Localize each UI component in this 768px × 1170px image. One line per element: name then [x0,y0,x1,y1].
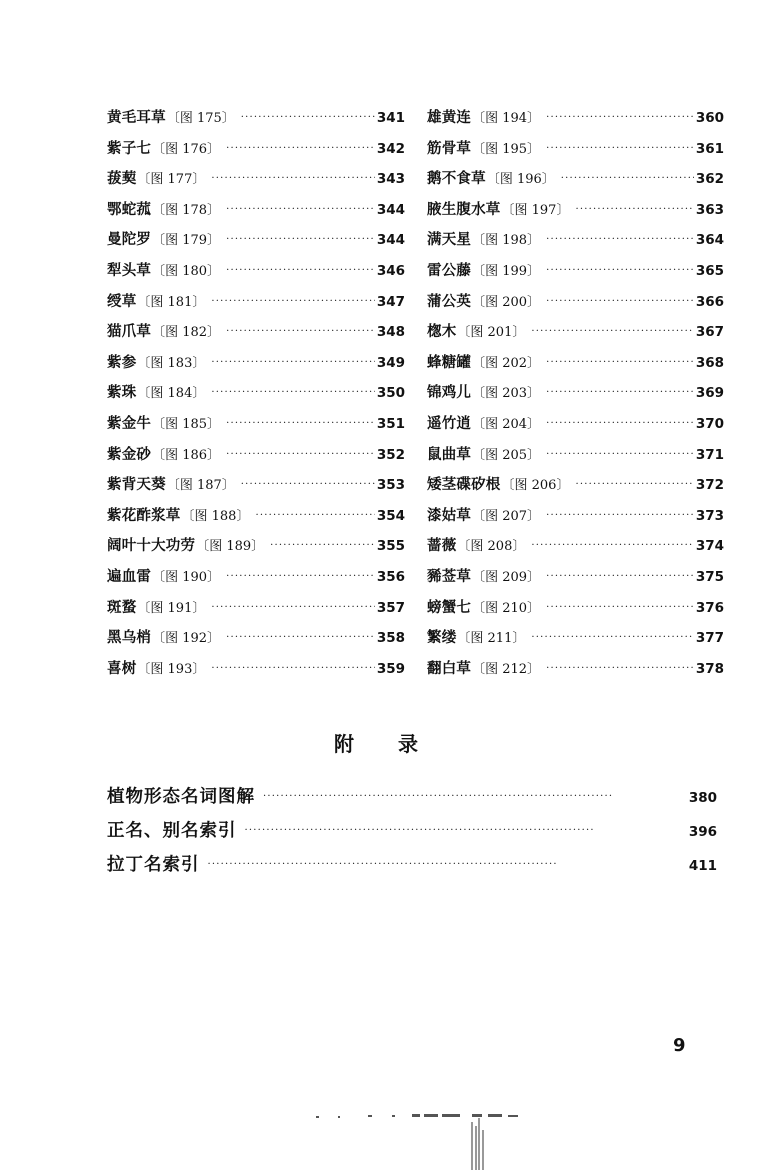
entry-page-number: 342 [376,140,405,157]
entry-page-number: 344 [376,201,405,218]
entry-figure-ref: 〔图 181〕 [137,294,206,310]
toc-entry [107,351,405,382]
entry-page-number: 396 [688,824,717,840]
entry-name: 腋生腹水草 [427,200,501,218]
entry-name: 雄黄连 [427,109,472,126]
entry-figure-ref: 〔图 186〕 [152,447,221,463]
entry-name: 螃蟹七 [427,598,472,616]
entry-figure-ref: 〔图 195〕 [472,141,541,157]
toc-entry [107,228,405,259]
dot-leader [575,204,693,215]
toc-entry [427,504,724,535]
entry-page-number: 344 [376,232,405,249]
dot-leader [211,663,374,674]
entry-figure-ref: 〔图 182〕 [152,325,221,341]
dot-leader [263,791,687,802]
toc-entry [427,167,724,198]
dot-leader [546,602,694,613]
dot-leader [546,510,694,521]
entry-name: 植物形态名词图解 [107,787,255,807]
entry-figure-ref: 〔图 187〕 [166,478,235,494]
entry-figure-ref: 〔图 199〕 [472,263,541,279]
entry-name: 黑乌梢 [107,629,152,647]
entry-page-number: 377 [695,630,724,647]
entry-page-number: 343 [376,171,405,188]
entry-name: 漆姑草 [427,506,472,524]
entry-figure-ref: 〔图 201〕 [457,325,526,341]
entry-page-number: 354 [376,507,405,524]
toc-entry [107,596,405,627]
entry-name: 犁头草 [107,261,152,279]
entry-figure-ref: 〔图 208〕 [457,539,526,555]
entry-figure-ref: 〔图 200〕 [472,294,541,310]
dot-leader [546,143,694,154]
dot-leader [211,387,374,398]
entry-page-number: 372 [695,477,724,494]
toc-entry [427,228,724,259]
entry-figure-ref: 〔图 207〕 [472,508,541,524]
entry-figure-ref: 〔图 206〕 [501,478,570,494]
entry-name: 楤木 [427,323,457,341]
toc-entry [107,443,405,474]
entry-name: 拉丁名索引 [107,855,200,875]
entry-name: 紫花酢浆草 [107,506,181,524]
entry-name: 紫背天葵 [107,476,166,494]
entry-figure-ref: 〔图 205〕 [472,447,541,463]
entry-page-number: 350 [376,385,405,402]
dot-leader [226,143,375,154]
dot-leader [546,265,694,276]
entry-figure-ref: 〔图 209〕 [472,569,541,585]
dot-leader [531,326,693,337]
toc-entry [107,259,405,290]
entry-page-number: 357 [376,599,405,616]
entry-name: 猫爪草 [107,323,152,341]
dot-leader [546,418,694,429]
toc-entry [107,106,405,137]
entry-page-number: 346 [376,262,405,279]
toc-entry [427,290,724,321]
toc-entry [107,290,405,321]
dot-leader [546,449,694,460]
entry-figure-ref: 〔图 211〕 [457,631,526,647]
dot-leader [241,112,375,123]
entry-figure-ref: 〔图 196〕 [486,172,555,188]
entry-page-number: 361 [695,140,724,157]
dot-leader [255,510,374,521]
entry-page-number: 411 [688,858,717,874]
entry-figure-ref: 〔图 198〕 [472,233,541,249]
toc-entry [427,473,724,504]
entry-name: 紫子七 [107,139,152,157]
dot-leader [245,825,687,836]
toc-entry [427,137,724,168]
dot-leader [531,540,693,551]
dot-leader [226,234,375,245]
dot-leader [241,479,375,490]
entry-page-number: 367 [695,324,724,341]
entry-figure-ref: 〔图 185〕 [152,416,221,432]
entry-page-number: 376 [695,599,724,616]
entry-page-number: 358 [376,630,405,647]
entry-name: 翻白草 [427,659,472,677]
entry-name: 筋骨草 [427,139,472,157]
entry-figure-ref: 〔图 177〕 [137,172,206,188]
toc-entry [107,657,405,688]
entry-figure-ref: 〔图 191〕 [137,600,206,616]
entry-page-number: 366 [695,293,724,310]
entry-name: 鄂蛇菰 [107,200,152,218]
toc-entry [427,320,724,351]
entry-page-number: 348 [376,324,405,341]
dot-leader [211,173,374,184]
toc-entry [427,626,724,657]
entry-page-number: 370 [695,415,724,432]
entry-page-number: 341 [376,110,405,126]
toc-entry [107,817,717,851]
entry-figure-ref: 〔图 189〕 [196,539,265,555]
dot-leader [211,357,374,368]
appendix-heading: 附录 [334,732,462,756]
entry-figure-ref: 〔图 203〕 [472,386,541,402]
dot-leader [531,632,693,643]
entry-page-number: 352 [376,446,405,463]
entry-figure-ref: 〔图 212〕 [472,661,541,677]
entry-page-number: 364 [695,232,724,249]
toc-entry [107,137,405,168]
entry-figure-ref: 〔图 179〕 [152,233,221,249]
entry-page-number: 371 [695,446,724,463]
entry-figure-ref: 〔图 202〕 [472,355,541,371]
toc-entry [427,657,724,688]
dot-leader [211,602,374,613]
dot-leader [226,449,375,460]
toc-entry [107,320,405,351]
entry-name: 蒲公英 [427,292,472,310]
entry-name: 曼陀罗 [107,231,152,249]
dot-leader [226,204,375,215]
entry-figure-ref: 〔图 175〕 [166,111,235,126]
dot-leader [546,387,694,398]
toc-entry [427,381,724,412]
entry-name: 遍血雷 [107,567,152,585]
entry-page-number: 365 [695,262,724,279]
toc-right-column [427,106,724,687]
dot-leader [226,571,375,582]
dot-leader [226,632,375,643]
entry-name: 蜂糖罐 [427,353,472,371]
dot-leader [546,357,694,368]
toc-entry [107,534,405,565]
entry-name: 矮茎碟矽根 [427,476,501,494]
entry-figure-ref: 〔图 197〕 [501,202,570,218]
dot-leader [546,112,694,123]
page-number: 9 [673,1035,686,1056]
entry-name: 喜树 [107,659,137,677]
entry-figure-ref: 〔图 184〕 [137,386,206,402]
entry-name: 紫金砂 [107,445,152,463]
dot-leader [546,663,694,674]
entry-page-number: 347 [376,293,405,310]
dot-leader [575,479,693,490]
entry-name: 遥竹逍 [427,414,472,432]
toc-entry [427,198,724,229]
scan-artifact [312,1112,572,1170]
entry-page-number: 356 [376,568,405,585]
entry-name: 阔叶十大功劳 [107,537,196,555]
toc-entry [427,412,724,443]
entry-figure-ref: 〔图 192〕 [152,631,221,647]
entry-name: 鹅不食草 [427,170,486,188]
entry-page-number: 349 [376,354,405,371]
entry-page-number: 360 [695,110,724,126]
entry-figure-ref: 〔图 183〕 [137,355,206,371]
entry-name: 锦鸡儿 [427,384,472,402]
entry-name: 紫金牛 [107,414,152,432]
toc-entry [107,198,405,229]
toc-entry [427,565,724,596]
dot-leader [546,234,694,245]
entry-name: 正名、别名索引 [107,821,237,841]
toc-entry [107,167,405,198]
entry-page-number: 351 [376,415,405,432]
entry-page-number: 355 [376,538,405,555]
dot-leader [270,540,375,551]
entry-figure-ref: 〔图 180〕 [152,263,221,279]
appendix-list [107,783,717,885]
entry-figure-ref: 〔图 178〕 [152,202,221,218]
entry-name: 蔷薇 [427,537,457,555]
entry-page-number: 359 [376,660,405,677]
dot-leader [208,859,687,870]
entry-page-number: 363 [695,201,724,218]
entry-page-number: 380 [688,790,717,806]
entry-name: 鼠曲草 [427,445,472,463]
dot-leader [211,296,374,307]
entry-name: 雷公藤 [427,261,472,279]
entry-figure-ref: 〔图 193〕 [137,661,206,677]
entry-name: 繁缕 [427,629,457,647]
entry-name: 菝葜 [107,170,137,188]
entry-figure-ref: 〔图 204〕 [472,416,541,432]
toc-entry [107,412,405,443]
toc-entry [107,473,405,504]
entry-figure-ref: 〔图 190〕 [152,569,221,585]
entry-figure-ref: 〔图 176〕 [152,141,221,157]
entry-name: 黄毛耳草 [107,109,166,126]
toc-entry [427,596,724,627]
entry-name: 紫参 [107,353,137,371]
entry-name: 绶草 [107,292,137,310]
toc-entry [107,626,405,657]
toc-entry [107,504,405,535]
entry-page-number: 369 [695,385,724,402]
entry-figure-ref: 〔图 194〕 [472,111,541,126]
entry-name: 满天星 [427,231,472,249]
toc-entry [427,259,724,290]
toc-entry [427,534,724,565]
toc-entry [107,851,717,885]
entry-page-number: 362 [695,171,724,188]
entry-name: 斑蝥 [107,598,137,616]
dot-leader [226,326,375,337]
entry-page-number: 378 [695,660,724,677]
entry-name: 豨莶草 [427,567,472,585]
entry-figure-ref: 〔图 210〕 [472,600,541,616]
toc-entry [427,443,724,474]
dot-leader [561,173,694,184]
dot-leader [226,265,375,276]
toc-entry [107,565,405,596]
entry-name: 紫珠 [107,384,137,402]
entry-figure-ref: 〔图 188〕 [181,508,250,524]
entry-page-number: 353 [376,477,405,494]
dot-leader [226,418,375,429]
entry-page-number: 368 [695,354,724,371]
entry-page-number: 375 [695,568,724,585]
entry-page-number: 374 [695,538,724,555]
toc-left-column [107,106,405,687]
toc-entry [427,351,724,382]
entry-page-number: 373 [695,507,724,524]
toc-entry [107,381,405,412]
toc-entry [427,106,724,137]
dot-leader [546,296,694,307]
dot-leader [546,571,694,582]
toc-entry [107,783,717,817]
